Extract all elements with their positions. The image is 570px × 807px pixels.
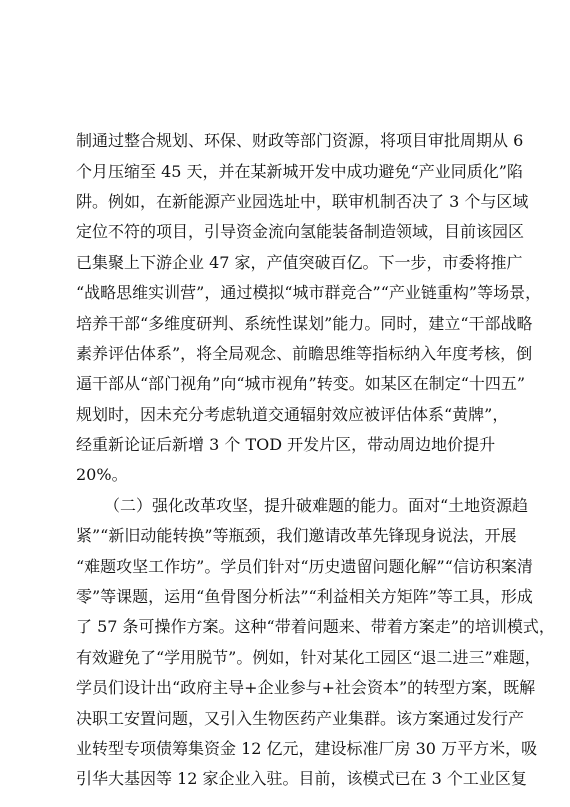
text-line: “战略思维实训营”，通过模拟“城市群竞合”“产业链重构”等场景， (76, 283, 542, 302)
text-line: 决职工安置问题，又引入生物医药产业集群。该方案通过发行产 (76, 709, 525, 728)
text-line: 零”等课题，运用“鱼骨图分析法”“利益相关方矩阵”等工具，形成 (76, 587, 533, 606)
section-heading-line: （二）强化改革攻坚，提升破难题的能力。面对“土地资源趋 (104, 496, 529, 515)
text-line: 业转型专项债筹集资金 12 亿元，建设标准厂房 30 万平方米，吸 (76, 739, 538, 758)
text-line: 素养评估体系”，将全局观念、前瞻思维等指标纳入年度考核，倒 (76, 344, 533, 363)
text-line: 阱。例如，在新能源产业园选址中，联审机制否决了 3 个与区域 (76, 192, 529, 211)
text-line: 逼干部从“部门视角”向“城市视角”转变。如某区在制定“十四五” (76, 374, 526, 393)
text-line: 培养干部“多维度研判、系统性谋划”能力。同时，建立“干部战略 (76, 314, 533, 333)
text-line: 学员们设计出“政府主导+企业参与+社会资本”的转型方案，既解 (76, 678, 536, 697)
text-line: “难题攻坚工作坊”。学员们针对“历史遗留问题化解”“信访积案清 (76, 557, 533, 576)
text-line: 规划时，因未充分考虑轨道交通辐射效应被评估体系“黄牌”， (76, 405, 509, 424)
text-line: 经重新论证后新增 3 个 TOD 开发片区，带动周边地价提升 (76, 435, 496, 454)
text-line: 20%。 (76, 465, 128, 484)
text-line: 有效避免了“学用脱节”。例如，针对某化工园区“退二进三”难题， (76, 648, 541, 667)
text-line: 已集聚上下游企业 47 家，产值突破百亿。下一步，市委将推广 (76, 253, 523, 272)
text-line: 制通过整合规划、环保、财政等部门资源，将项目审批周期从 6 (76, 131, 524, 150)
text-line: 了 57 条可操作方案。这种“带着问题来、带着方案走”的培训模式， (76, 617, 555, 636)
text-line: 引华大基因等 12 家企业入驻。目前，该模式已在 3 个工业区复 (76, 769, 527, 788)
text-line: 个月压缩至 45 天，并在某新城开发中成功避免“产业同质化”陷 (76, 162, 523, 181)
text-line: 紧”“新旧动能转换”等瓶颈，我们邀请改革先锋现身说法，开展 (76, 526, 517, 545)
text-line: 定位不符的项目，引导资金流向氢能装备制造领域，目前该园区 (76, 222, 525, 241)
